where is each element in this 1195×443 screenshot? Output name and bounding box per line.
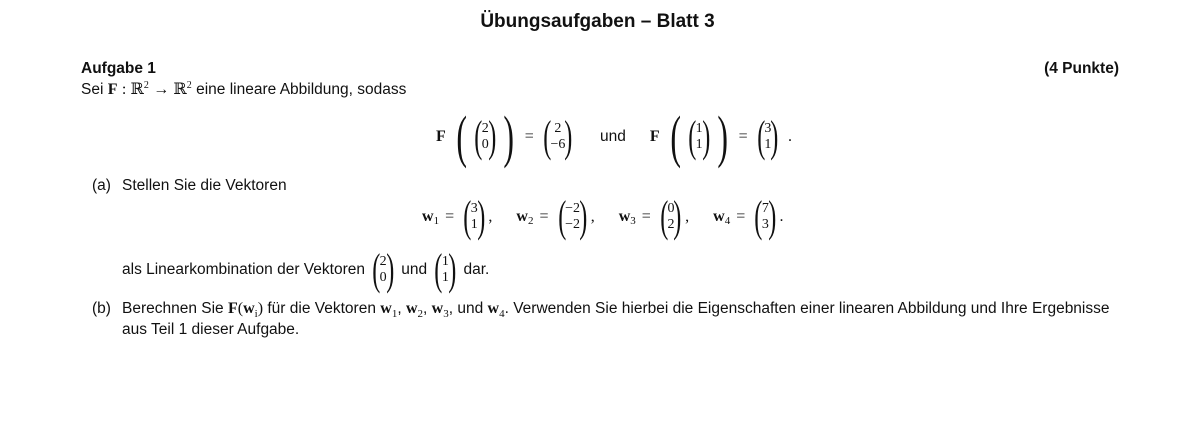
part-a-label: (a): [92, 177, 111, 194]
intro-domain: ℝ$^2$: [130, 80, 149, 98]
w-vectors: [422, 194, 784, 240]
intro-sei: Sei: [81, 81, 104, 98]
mapping-F2: F: [649, 128, 660, 145]
intro-colon: :: [121, 81, 127, 98]
part-a-und: und: [401, 261, 428, 278]
basis-vector-2: ( 1 1 ): [434, 245, 457, 294]
part-a-line2: [122, 247, 489, 293]
part-b-line2: aus Teil 1 dieser Aufgabe.: [122, 321, 300, 338]
mapping-equation: [436, 104, 792, 169]
mapping-result2: ( 3 1 ): [756, 112, 779, 161]
mapping-end: .: [787, 128, 792, 145]
w4-def: w 4 = ( 7 3 ) .: [713, 192, 784, 241]
task-points: (4 Punkte): [1044, 60, 1119, 77]
part-a-line2-post: dar.: [463, 261, 490, 278]
intro-rest: eine lineare Abbildung, sodass: [196, 81, 407, 98]
w3-def: w 3 = ( 0 2 ) ,: [618, 192, 690, 241]
basis-vector-1: ( 2 0 ): [372, 245, 394, 294]
intro-codomain: ℝ$^2$: [173, 80, 192, 98]
mapping-arg1: ( ( 2 0 ) ): [456, 104, 515, 169]
intro-line: [81, 81, 406, 101]
part-b-line1: Berechnen Sie $F(w_i)$ für die Vektoren $w_1$, $w_2$, $w_3$, und $w_4$. Verwenden Sie hierbei die Eigenschaften einer linearen Abbildung und Ihre Ergebnisse: [122, 300, 1110, 320]
part-a-text: Stellen Sie die Vektoren: [122, 177, 287, 194]
page-title: Übungsaufgaben – Blatt 3: [480, 11, 715, 32]
mapping-result1: ( 2 −6 ): [543, 112, 573, 161]
mapping-eq2: =: [738, 128, 748, 145]
mapping-und: und: [600, 128, 626, 145]
part-b-label: (b): [92, 300, 111, 317]
mapping-arg2: ( ( 1 1 ) ): [670, 104, 729, 169]
intro-F: F: [107, 81, 118, 98]
mapping-eq1: =: [524, 128, 534, 145]
w2-def: w 2 = ( −2 −2 ) ,: [516, 192, 595, 241]
task-heading: Aufgabe 1: [81, 60, 156, 77]
mapping-F1: F: [436, 128, 446, 145]
w1-def: w 1 = ( 3 1 ) ,: [422, 192, 493, 241]
intro-arrow: →: [153, 81, 170, 98]
part-a-line2-pre: als Linearkombination der Vektoren: [122, 261, 365, 278]
